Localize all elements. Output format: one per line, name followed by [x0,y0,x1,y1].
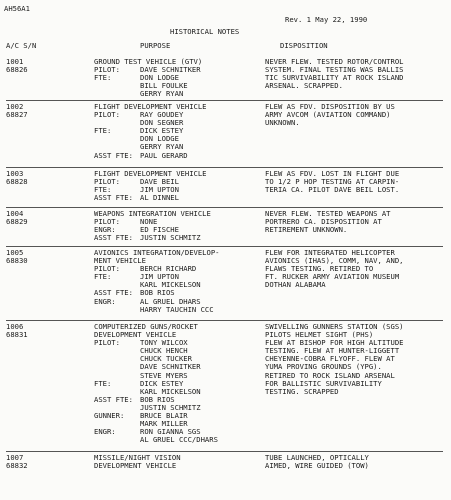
aircraft-number: 1005 [6,248,24,257]
aircraft-number: 1003 [6,169,24,178]
disposition-line: SYSTEM. FINAL TESTING WAS BALLIS [265,65,404,75]
purpose-cell [94,454,264,470]
crew-name: DON LODGE [140,134,179,144]
crew-name: BERCH RICHARD [140,264,197,274]
aircraft-id-cell [6,323,86,339]
disposition-line: TESTING. FLEW AT HUNTER-LIGGETT [265,346,400,356]
section-divider [6,100,443,101]
crew-role: ENGR: [94,296,116,306]
crew-role: PILOT: [94,264,120,274]
crew-name: BOB RIOS [140,288,175,298]
crew-name: JUSTIN SCHMITZ [140,233,201,243]
crew-name: NONE [140,217,158,227]
section-divider [6,207,443,208]
crew-role: ENGR: [94,225,116,235]
section-divider [6,246,443,247]
crew-role: ASST FTE: [94,288,133,298]
crew-role: FTE: [94,73,112,83]
disposition-line: PILOTS HELMET SIGHT (PHS) [265,330,374,340]
crew-name: DAVE BEIL [140,177,179,187]
disposition-line: FOR BALLISTIC SURVIVABILITY [265,378,382,388]
aircraft-number: 1004 [6,209,24,218]
crew-name: DAVE SCHNITKER [140,362,201,372]
purpose-line: WEAPONS INTEGRATION VEHICLE [94,209,211,218]
section-divider [6,320,443,321]
crew-role: ASST FTE: [94,150,133,160]
crew-row [94,234,264,242]
crew-row [94,90,264,98]
disposition-line: AVIONICS (IHAS), COMM, NAV, AND, [265,256,404,266]
crew-name: BILL FOULKE [140,81,188,91]
disposition-line: FLEW AT BISHOP FOR HIGH ALTITUDE [265,338,404,348]
crew-role: ENGR: [94,427,116,437]
aircraft-id-cell [6,58,86,74]
disposition-line: RETIREMENT UNKNOWN. [265,225,348,235]
purpose-cell [94,58,264,98]
disposition-line: TUBE LAUNCHED, OPTICALLY [265,453,369,462]
crew-role: ASST FTE: [94,394,133,404]
crew-name: TONY WILCOX [140,338,188,348]
aircraft-number: 1007 [6,453,24,462]
crew-role: PILOT: [94,217,120,227]
crew-name: ED FISCHE [140,225,179,235]
crew-name: STEVE MYERS [140,370,188,380]
disposition-cell [265,323,447,396]
disposition-line: ARSENAL. SCRAPPED. [265,81,343,91]
serial-number: 68830 [6,256,28,266]
purpose-cell [94,249,264,314]
aircraft-id-cell [6,454,86,470]
disposition-cell [265,454,447,470]
header-purpose: PURPOSE [140,41,171,50]
crew-row [94,306,264,314]
crew-name: BOB RIOS [140,394,175,404]
disposition-line: FLAWS TESTING. RETIRED TO [265,264,374,274]
crew-row [94,127,264,135]
disposition-line: TESTING. SCRAPPED [265,386,339,396]
disposition-line: AIMED, WIRE GUIDED (TOW) [265,461,369,471]
crew-row [94,436,264,444]
purpose-line: MISSILE/NIGHT VISION [94,453,181,462]
disposition-line: DOTHAN ALABAMA [265,280,326,290]
document-id: AH56A1 [4,4,30,13]
crew-role: GUNNER: [94,411,125,421]
purpose-line: COMPUTERIZED GUNS/ROCKET [94,322,198,331]
crew-name: PAUL GERARD [140,150,188,160]
crew-row [94,66,264,74]
disposition-cell [265,58,447,90]
crew-role: PILOT: [94,177,120,187]
disposition-cell [265,249,447,289]
serial-number: 68828 [6,177,28,187]
disposition-cell [265,170,447,194]
page-title: HISTORICAL NOTES [170,27,240,36]
crew-name: DON LODGE [140,73,179,83]
disposition-line: FLEW AS FDV. DISPOSITION BY US [265,102,395,111]
aircraft-number: 1001 [6,57,24,66]
disposition-cell [265,103,447,127]
crew-name: RON GIANNA SGS [140,427,201,437]
disposition-line: TO 1/2 P HOP TESTING AT CARPIN- [265,177,400,187]
crew-role: FTE: [94,185,112,195]
purpose-cell [94,210,264,242]
crew-name: KARL MICKELSON [140,280,201,290]
crew-row [94,178,264,186]
crew-name: JIM UPTON [140,272,179,282]
section-divider [6,167,443,168]
disposition-line: SWIVELLING GUNNERS STATION (SGS) [265,322,404,331]
disposition-line: RETIRED TO ROCK ISLAND ARSENAL [265,370,395,380]
aircraft-number: 1006 [6,322,24,331]
crew-row [94,218,264,226]
crew-role: FTE: [94,272,112,282]
aircraft-number: 1002 [6,102,24,111]
disposition-line: CHEYENNE-COBRA FLYOFF. FLEW AT [265,354,395,364]
disposition-line: TIC SURVIVABILITY AT ROCK ISLAND [265,73,404,83]
purpose-cell [94,103,264,160]
crew-name: HARRY TAUCHIN CCC [140,304,214,314]
serial-number: 68829 [6,217,28,227]
purpose-line: FLIGHT DEVELOPMENT VEHICLE [94,102,207,111]
header-ac-sn: A/C S/N [6,41,37,50]
crew-name: DICK ESTEY [140,378,184,388]
crew-name: CHUCK HENCH [140,346,188,356]
crew-name: RAY GOUDEY [140,110,184,120]
crew-name: MARK MILLER [140,419,188,429]
purpose-line: DEVELOPMENT VEHICLE [94,330,177,340]
serial-number: 68832 [6,461,28,471]
purpose-line: DEVELOPMENT VEHICLE [94,461,177,471]
disposition-line: NEVER FLEW. TESTED WEAPONS AT [265,209,391,218]
crew-name: DICK ESTEY [140,126,184,136]
header-disposition: DISPOSITION [280,41,328,50]
disposition-line: PORTRERO CA. DISPOSITION AT [265,217,382,227]
crew-role: ASST FTE: [94,233,133,243]
crew-role: PILOT: [94,110,120,120]
crew-name: AL DINNEL [140,193,179,203]
crew-name: AL GRUEL DHARS [140,296,201,306]
disposition-cell [265,210,447,234]
disposition-line: FT. RUCKER ARMY AVIATION MUSEUM [265,272,400,282]
crew-row [94,194,264,202]
disposition-line: TERIA CA. PILOT DAVE BEIL LOST. [265,185,400,195]
revision-date: Rev. 1 May 22, 1990 [285,15,368,24]
purpose-line: MENT VEHICLE [94,256,146,266]
disposition-line: ARMY AVCOM (AVIATION COMMAND) [265,110,391,120]
crew-row [94,152,264,160]
purpose-cell [94,170,264,202]
crew-name: JIM UPTON [140,185,179,195]
crew-name: DAVE SCHNITKER [140,65,201,75]
disposition-line: FLEW FOR INTEGRATED HELICOPTER [265,248,395,257]
aircraft-id-cell [6,170,86,186]
crew-role: PILOT: [94,338,120,348]
aircraft-id-cell [6,210,86,226]
aircraft-id-cell [6,249,86,265]
purpose-line: FLIGHT DEVELOPMENT VEHICLE [94,169,207,178]
crew-name: GERRY RYAN [140,142,184,152]
section-divider [6,451,443,452]
crew-name: KARL MICKELSON [140,386,201,396]
crew-name: DON SEGNER [140,118,184,128]
aircraft-id-cell [6,103,86,119]
serial-number: 68831 [6,330,28,340]
disposition-line: NEVER FLEW. TESTED ROTOR/CONTROL [265,57,404,66]
disposition-line: YUMA PROVING GROUNDS (YPG). [265,362,382,372]
crew-role: ASST FTE: [94,193,133,203]
crew-name: CHUCK TUCKER [140,354,192,364]
crew-name: BRUCE BLAIR [140,411,188,421]
crew-name: AL GRUEL CCC/DHARS [140,435,218,445]
disposition-line: UNKNOWN. [265,118,300,128]
crew-role: FTE: [94,378,112,388]
purpose-cell [94,323,264,444]
disposition-line: FLEW AS FDV. LOST IN FLIGHT DUE [265,169,400,178]
crew-name: GERRY RYAN [140,89,184,99]
crew-name: JUSTIN SCHMITZ [140,402,201,412]
crew-role: FTE: [94,126,112,136]
serial-number: 68826 [6,65,28,75]
serial-number: 68827 [6,110,28,120]
crew-row [94,265,264,273]
crew-role: PILOT: [94,65,120,75]
purpose-line: GROUND TEST VEHICLE (GTV) [94,57,203,66]
purpose-line: AVIONICS INTEGRATION/DEVELOP- [94,248,220,257]
